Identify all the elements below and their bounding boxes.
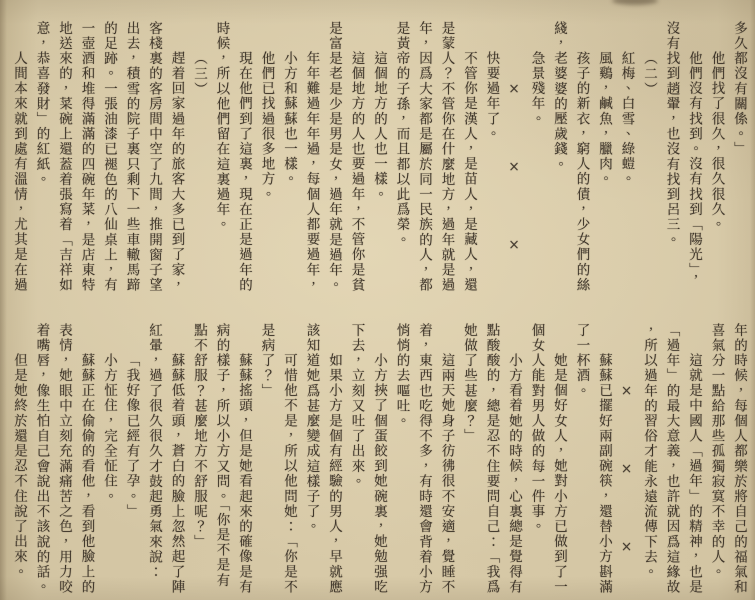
text-column: 這個地方的人也要過年，不管你是貧 — [348, 51, 365, 293]
text-column: 是黃帝的子孫，而且都以此爲榮。 — [393, 21, 410, 248]
text-column: 不管你是漢人，是苗人，是藏人，還 — [461, 51, 477, 293]
text-column: 小方看着她的時候，心裏總是覺得有 — [506, 353, 522, 595]
text-column: 「我好像已經有了孕。」 — [123, 353, 140, 520]
text-column: 小方怔住，完全怔住。 — [101, 353, 117, 505]
text-column: 點不舒服？甚麼地方不舒服呢？」 — [191, 323, 207, 550]
text-column: 年，因爲大家都是屬於同一民族的人，都 — [416, 21, 432, 293]
text-column: 她是個好女人，她對小方已做到了一 — [551, 353, 567, 595]
text-column: 着嘴唇，像生怕自己會說出不該說的話。 — [33, 323, 50, 595]
text-column: 她做了些甚麼？」 — [461, 323, 477, 444]
text-column: 趕着回家過年的旅客大多已到了家， — [168, 51, 185, 293]
text-column: 這兩天她身子彷彿很不安適，覺睡不 — [438, 353, 455, 595]
text-column: 多久都沒有關係。」 — [731, 21, 747, 157]
text-column: 他們沒有找到。沒有找到「陽光」， — [686, 51, 702, 287]
text-column: 是病了？」 — [258, 323, 275, 399]
text-column: 個女人能對男人做的每一件事。 — [528, 323, 545, 535]
text-column: 了一杯酒。 — [573, 323, 590, 399]
text-column: ，所以過年的習俗才能永遠流傳下去。 — [641, 323, 657, 580]
text-column: 是富是老是少是男是女，過年就是過年。 — [326, 21, 342, 293]
text-column: 是蒙人？不管你在什麼地方，過年就是過 — [438, 21, 455, 293]
separator-column: × × × — [618, 383, 635, 557]
text-column: 風鷄，鹹魚，臘肉。 — [596, 51, 612, 188]
section-heading-column: （三） — [191, 51, 207, 98]
text-column: 意，恭喜發財」的紅紙。 — [33, 21, 50, 188]
text-column: 紅暈，過了很久很久才鼓起勇氣來說： — [146, 323, 162, 580]
text-column: 小方和蘇蘇也一樣。 — [281, 51, 297, 188]
text-column: 一壺酒和堆得滿滿的四碗年菜，是店東特 — [78, 21, 95, 293]
text-column: 小方挾了個蛋餃到她碗裏，她勉强吃 — [371, 353, 387, 595]
text-column: 急景殘年。 — [528, 51, 545, 127]
text-column: 時候，所以他們留在這裏過年。 — [213, 21, 230, 233]
text-column: 喜氣分一點給那些孤獨寂寞不幸的人。 — [708, 323, 725, 580]
text-column: 出去，積雪的院子裏只剩下一些車轍馬蹄 — [123, 21, 140, 293]
text-column: 紅梅、白雪、綠螘。 — [618, 51, 635, 188]
text-column: 這個地方的人也一樣。 — [371, 51, 387, 203]
top-band — [4, 21, 750, 299]
text-column: 「過年」的最大意義，也許就因爲這緣故 — [663, 323, 680, 595]
text-column: 現在他們到了這裏，現在正是過年的 — [236, 51, 252, 293]
text-column: 蘇蘇低着頭，蒼白的臉上忽然起了陣 — [168, 353, 185, 595]
text-column: 蘇蘇搖頭，但是她看起來的確像是有 — [236, 353, 252, 595]
text-column: 年年難過年年過，每個人都要過年， — [303, 51, 320, 293]
text-column: 客棧裏的客房間中空了九間，推開窗子望 — [146, 21, 162, 293]
text-column: 年的時候，每個人都樂於將自己的福氣和 — [731, 323, 747, 595]
page-binding-shadow — [0, 0, 7, 600]
text-column: 下去，立刻又吐了出來。 — [348, 323, 365, 490]
text-column: 可惜他不是，所以他問她：「你是不 — [281, 353, 297, 595]
separator-column: × × × — [506, 81, 522, 255]
text-column: 蘇蘇正在偷偷的看他，看到他臉上的 — [78, 353, 95, 595]
text-column: 的足跡。一張油漆已褪色的八仙桌上，有 — [101, 21, 117, 293]
section-heading-column: （二） — [641, 51, 657, 98]
scan-smudge — [612, 0, 658, 5]
text-column: 悄悄的去嘔吐。 — [393, 323, 410, 429]
text-column: 綫，老婆婆的壓歲錢。 — [551, 21, 567, 172]
text-column: 人間本來就到處有溫情，尤其是在過 — [11, 51, 27, 293]
text-column: 他們已找過很多地方。 — [258, 51, 275, 203]
text-column: 點酸酸的，總是忍不住要問自己：「我爲 — [483, 323, 500, 595]
bottom-band — [4, 323, 750, 600]
text-column: 這就是中國人「過年」的精神，也是 — [686, 353, 702, 595]
text-column: 着，東西也吃得不多，有時還會背着小方 — [416, 323, 432, 595]
text-column: 孩子的新衣，窮人的債，少女們的絲 — [573, 51, 590, 293]
text-column: 沒有找到趙翬，也沒有找到呂三。 — [663, 21, 680, 248]
text-column: 蘇蘇已擺好兩副碗筷，還替小方斟滿 — [596, 353, 612, 595]
text-column: 快要過年了。 — [483, 51, 500, 142]
text-column: 病的樣子，所以小方又問。「你是不是有 — [213, 323, 230, 589]
page-edge-shadow — [750, 0, 755, 600]
text-column: 地送來的，菜碗上還蓋着張寫着「吉祥如 — [56, 21, 72, 293]
text-column: 表情，她眼中立刻充滿痛苦之色，用力咬 — [56, 323, 72, 595]
text-column: 如果小方是個有經驗的男人，早就應 — [326, 353, 342, 595]
text-column: 他們找了很久，很久很久。 — [708, 51, 725, 233]
text-column: 但是她終於還是忍不住說了出來。 — [11, 353, 27, 580]
text-column: 該知道她爲甚麼變成這樣子了。 — [303, 323, 320, 535]
